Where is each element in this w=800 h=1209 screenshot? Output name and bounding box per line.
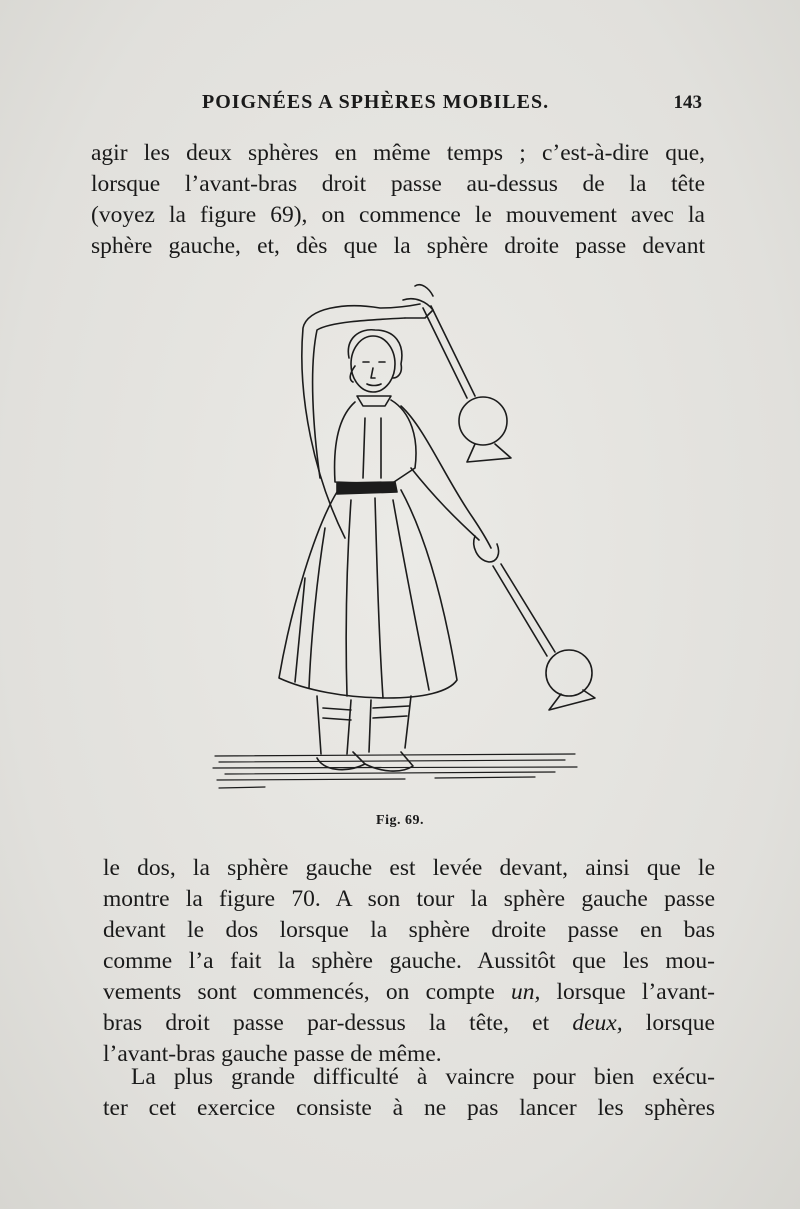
text-line: montre la figure 70. A son tour la sphère gauche passe bbox=[103, 886, 715, 912]
lower-sphere-club bbox=[493, 564, 595, 710]
text-run: vements sont commencés, on compte bbox=[103, 979, 511, 1005]
lowered-arm bbox=[401, 406, 499, 562]
upper-sphere-club bbox=[415, 285, 511, 462]
paragraph-1 bbox=[91, 138, 705, 262]
italic-word: un, bbox=[510, 979, 541, 1005]
skirt bbox=[279, 490, 457, 698]
text-line: La plus grande difficulté à vaincre pour bien exécu- bbox=[131, 1064, 715, 1090]
trousers-and-feet bbox=[317, 696, 413, 771]
text-line bbox=[103, 977, 715, 1008]
running-title: POIGNÉES A SPHÈRES MOBILES. bbox=[202, 91, 550, 113]
text-line bbox=[103, 1008, 715, 1039]
text-line: l’avant-bras gauche passe de même. bbox=[103, 1041, 442, 1067]
raised-arm bbox=[302, 299, 433, 538]
text-line: comme l’a fait la sphère gauche. Aussitôt que les mou- bbox=[103, 948, 715, 974]
bodice bbox=[335, 400, 416, 494]
text-line: sphère gauche, et, dès que la sphère droite passe devant bbox=[91, 233, 705, 259]
figure-caption: Fig. 69. bbox=[376, 813, 424, 828]
text-line: ter cet exercice consiste à ne pas lancer les sphères bbox=[103, 1095, 715, 1121]
woman-with-sphere-handles-engraving bbox=[205, 278, 615, 798]
text-line: agir les deux sphères en même temps ; c’est-à-dire que, bbox=[91, 140, 705, 166]
text-line: devant le dos lorsque la sphère droite passe en bas bbox=[103, 917, 715, 943]
paragraph-3 bbox=[103, 1062, 715, 1124]
page-number: 143 bbox=[673, 92, 702, 113]
text-run: lorsque bbox=[622, 1010, 715, 1036]
text-line: (voyez la figure 69), on commence le mouvement avec la bbox=[91, 202, 705, 228]
text-line: lorsque l’avant-bras droit passe au-dessus de la tête bbox=[91, 171, 705, 197]
text-run: lorsque l’avant- bbox=[540, 979, 715, 1005]
head bbox=[348, 330, 402, 406]
text-line: le dos, la sphère gauche est levée devant, ainsi que le bbox=[103, 855, 715, 881]
text-run: bras droit passe par-dessus la tête, et bbox=[103, 1010, 573, 1036]
paragraph-2 bbox=[103, 853, 715, 1070]
running-header bbox=[202, 91, 712, 119]
figure-69-illustration bbox=[205, 278, 615, 798]
italic-word: deux, bbox=[572, 1010, 623, 1036]
